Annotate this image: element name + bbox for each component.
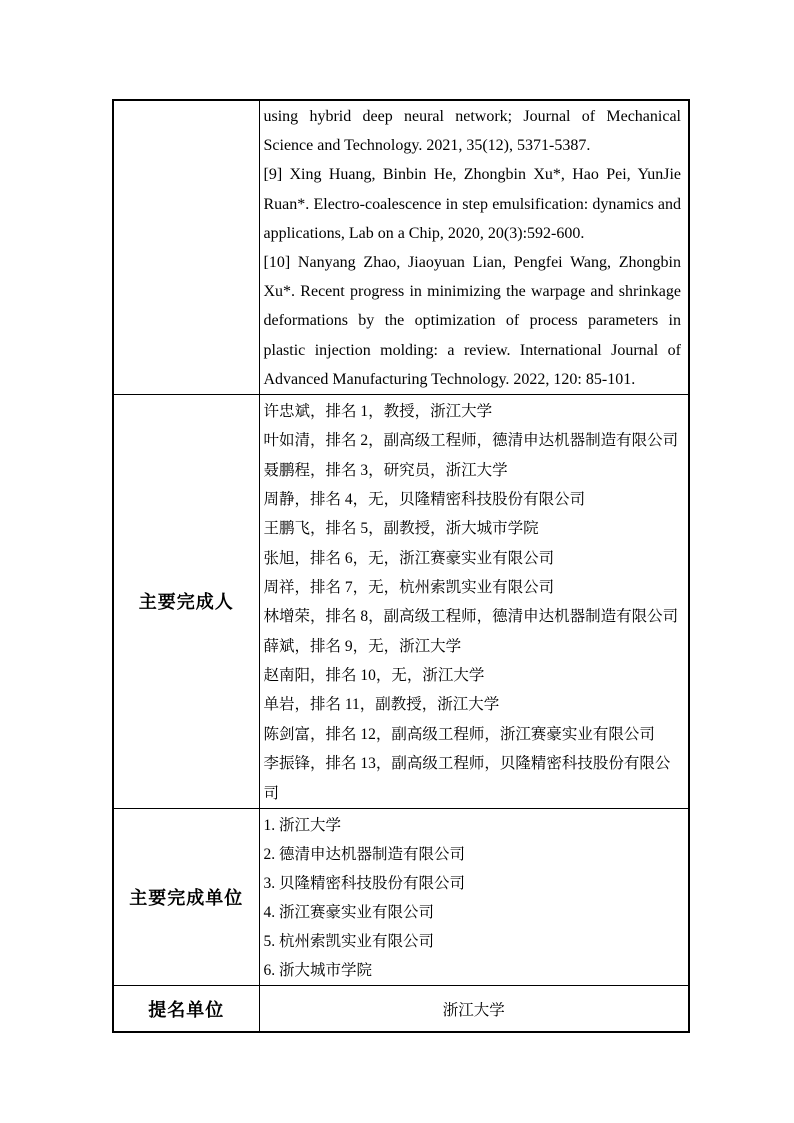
person-entry: 陈剑富，排名 12，副高级工程师，浙江赛豪实业有限公司 [263, 725, 655, 743]
person-entry: 林增荣，排名 8，副高级工程师，德清申达机器制造有限公司 [263, 608, 679, 626]
table-row-references [113, 100, 689, 395]
unit-item: 3. 贝隆精密科技股份有限公司 [263, 875, 466, 893]
main-completers-cell [259, 395, 689, 809]
nominating-unit-header: 提名单位 [113, 986, 259, 1033]
person-entry: 叶如清，排名 2，副高级工程师，德清申达机器制造有限公司 [263, 432, 679, 450]
unit-item: 6. 浙大城市学院 [263, 962, 373, 980]
references-text-block [260, 101, 689, 394]
nominating-unit-value: 浙江大学 [259, 986, 689, 1033]
references-cell [259, 100, 689, 395]
main-completers-list [260, 395, 689, 808]
main-units-header: 主要完成单位 [113, 808, 259, 986]
person-entry: 周静，排名 4，无，贝隆精密科技股份有限公司 [263, 491, 586, 509]
unit-item: 5. 杭州索凯实业有限公司 [263, 933, 435, 951]
references-header-cell-empty [113, 100, 259, 395]
person-entry: 周祥，排名 7，无，杭州索凯实业有限公司 [263, 579, 555, 597]
main-completers-header: 主要完成人 [113, 395, 259, 809]
person-entry: 李振锋，排名 13，副高级工程师，贝隆精密科技股份有限公司 [263, 755, 671, 802]
main-units-cell [259, 808, 689, 986]
person-entry: 张旭，排名 6，无，浙江赛豪实业有限公司 [263, 549, 555, 567]
person-entry: 聂鹏程，排名 3，研究员，浙江大学 [263, 461, 508, 479]
reference-paragraph: using hybrid deep neural network; Journal of Mechanical Science and Technology. 2021, 35(12), 5371-5387. [263, 108, 681, 155]
person-entry: 单岩，排名 11，副教授，浙江大学 [263, 696, 500, 714]
person-entry: 赵南阳，排名 10，无，浙江大学 [263, 667, 485, 685]
reference-paragraph: [10] Nanyang Zhao, Jiaoyuan Lian, Pengfei Wang, Zhongbin Xu*. Recent progress in minimizing the warpage and shrinkage deformations by the optimization of process parameters in plastic injection molding: a review. International Journal of Advanced Manufacturing Technology. 2022, 120: 85-101. [263, 254, 681, 388]
unit-item: 4. 浙江赛豪实业有限公司 [263, 904, 435, 922]
person-entry: 许忠斌，排名 1，教授，浙江大学 [263, 403, 493, 421]
person-entry: 王鹏飞，排名 5，副教授，浙大城市学院 [263, 520, 539, 538]
person-entry: 薛斌，排名 9，无，浙江大学 [263, 637, 462, 655]
reference-paragraph: [9] Xing Huang, Binbin He, Zhongbin Xu*, Hao Pei, YunJie Ruan*. Electro-coalescence in step emulsification: dynamics and applications, Lab on a Chip, 2020, 20(3):592-600. [263, 166, 681, 242]
unit-item: 2. 德清申达机器制造有限公司 [263, 845, 466, 863]
main-units-list [260, 809, 689, 986]
table-row-nominating-unit [113, 986, 689, 1033]
table-row-main-completers [113, 395, 689, 809]
nomination-form-table [112, 99, 690, 1033]
unit-item: 1. 浙江大学 [263, 816, 342, 834]
table-row-main-units [113, 808, 689, 986]
